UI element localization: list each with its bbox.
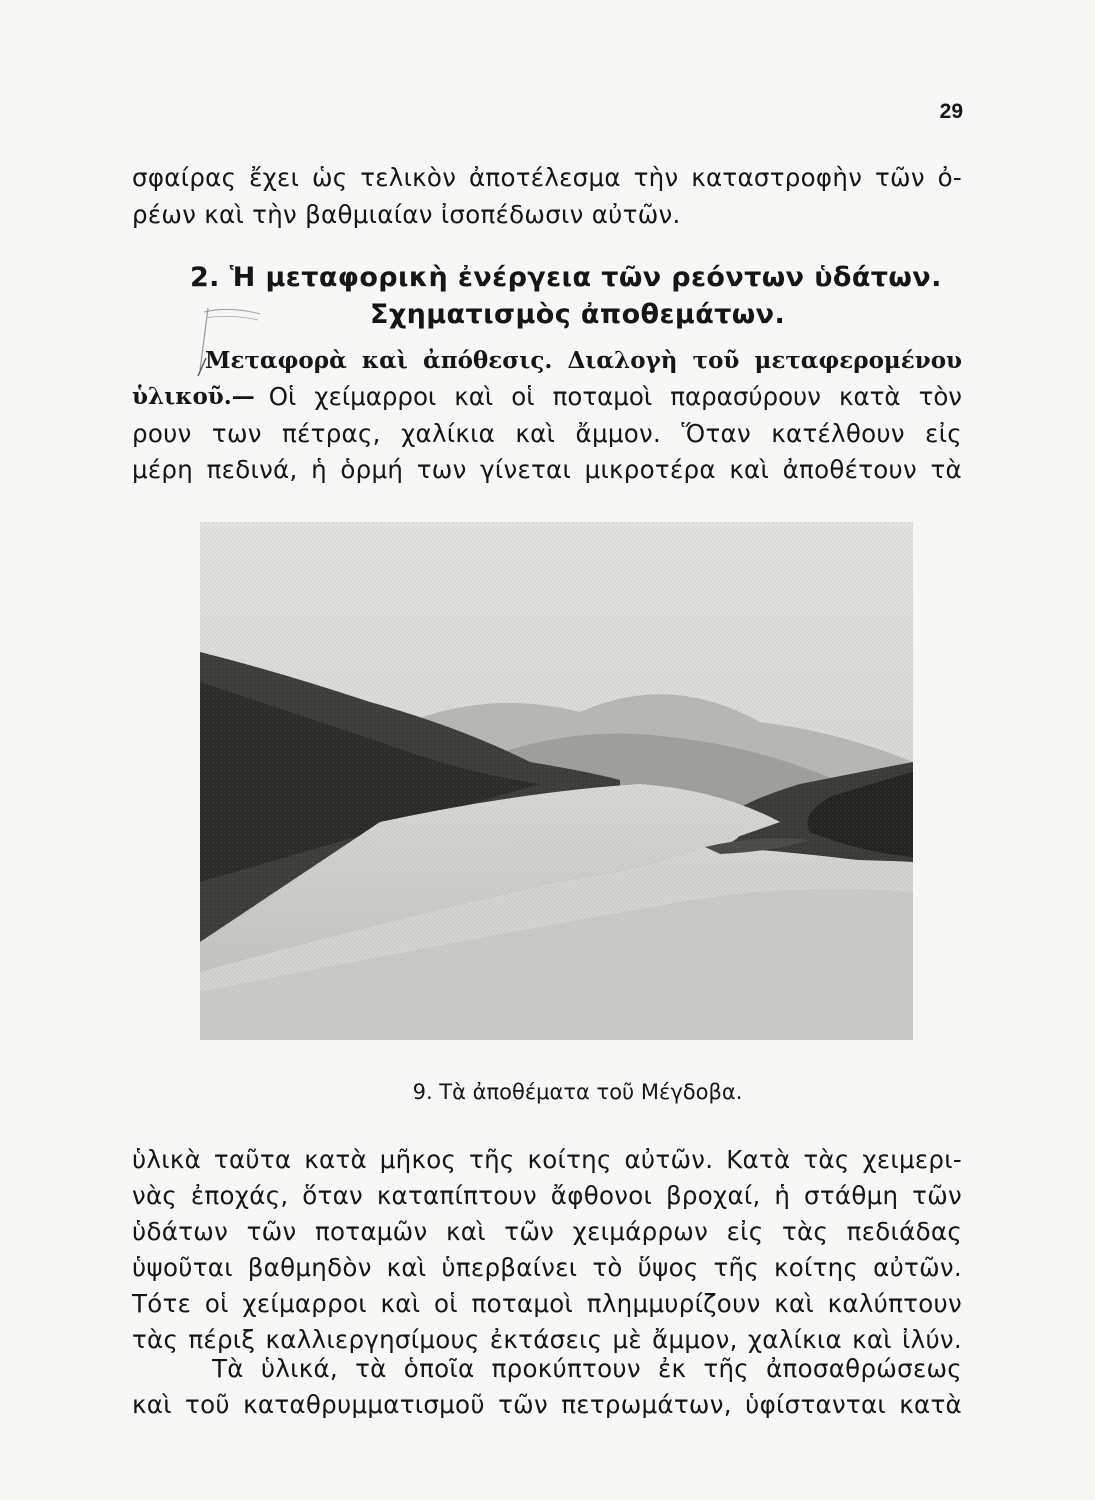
text-line: ὑδάτων τῶν ποταμῶν καὶ τῶν χειμάρρων εἰς τὰς πεδιάδας xyxy=(132,1217,962,1246)
text-line-rest: Οἱ χείμαρροι καὶ οἱ ποταμοὶ παρασύρουν κατὰ τὸν xyxy=(268,382,962,411)
river-landscape-image xyxy=(200,522,913,1040)
text-line: ὑλικὰ ταῦτα κατὰ μῆκος τῆς κοίτης αὐτῶν. Κατὰ τὰς χειμερι- xyxy=(132,1145,962,1174)
page-number: 29 xyxy=(939,100,963,123)
section-subtitle: Σχηματισμὸς ἀποθεμάτων. xyxy=(370,299,786,330)
text-line: ρουν των πέτρας, χαλίκια καὶ ἄμμον. Ὅταν κατέλθουν εἰς xyxy=(132,419,962,448)
text-line: τὰς πέριξ καλλιεργησίμους ἐκτάσεις μὲ ἄμμον, χαλίκια καὶ ἰλύν. xyxy=(132,1325,962,1354)
text-line: σφαίρας ἔχει ὡς τελικὸν ἀποτέλεσμα τὴν καταστροφὴν τῶν ὀ- xyxy=(132,163,962,192)
text-line: μέρη πεδινά, ἡ ὁρμή των γίνεται μικροτέρα καὶ ἀποθέτουν τὰ xyxy=(132,455,962,484)
subsection-title-bold-end: ὑλικοῦ.— xyxy=(132,383,255,410)
text-line: Τὰ ὑλικά, τὰ ὁποῖα προκύπτουν ἐκ τῆς ἀποσαθρώσεως xyxy=(212,1354,962,1383)
text-line: νὰς ἐποχάς, ὅταν καταπίπτουν ἄφθονοι βροχαί, ἡ στάθμη τῶν xyxy=(132,1181,962,1210)
text-line: ρέων καὶ τὴν βαθμιαίαν ἰσοπέδωσιν αὐτῶν. xyxy=(132,200,681,229)
subsection-title xyxy=(205,342,962,379)
text-line: ὑψοῦται βαθμηδὸν καὶ ὑπερβαίνει τὸ ὕψος τῆς κοίτης αὐτῶν. xyxy=(132,1253,962,1282)
text-line: καὶ τοῦ καταθρυμματισμοῦ τῶν πετρωμάτων, ὑφίστανται κατὰ xyxy=(132,1390,962,1419)
text-line xyxy=(132,379,962,415)
section-title: 2. Ἡ μεταφορικὴ ἐνέργεια τῶν ρεόντων ὑδάτων. xyxy=(190,262,942,293)
river-photograph xyxy=(200,522,913,1040)
text-line: Τότε οἱ χείμαρροι καὶ οἱ ποταμοὶ πλημμυρίζουν καὶ καλύπτουν xyxy=(132,1289,962,1318)
figure-caption: 9. Τὰ ἀποθέματα τοῦ Μέγδοβα. xyxy=(412,1080,743,1104)
subsection-title-bold: Μεταφορὰ καὶ ἀπόθεσις. Διαλογὴ τοῦ μεταφερομένου xyxy=(205,347,962,374)
